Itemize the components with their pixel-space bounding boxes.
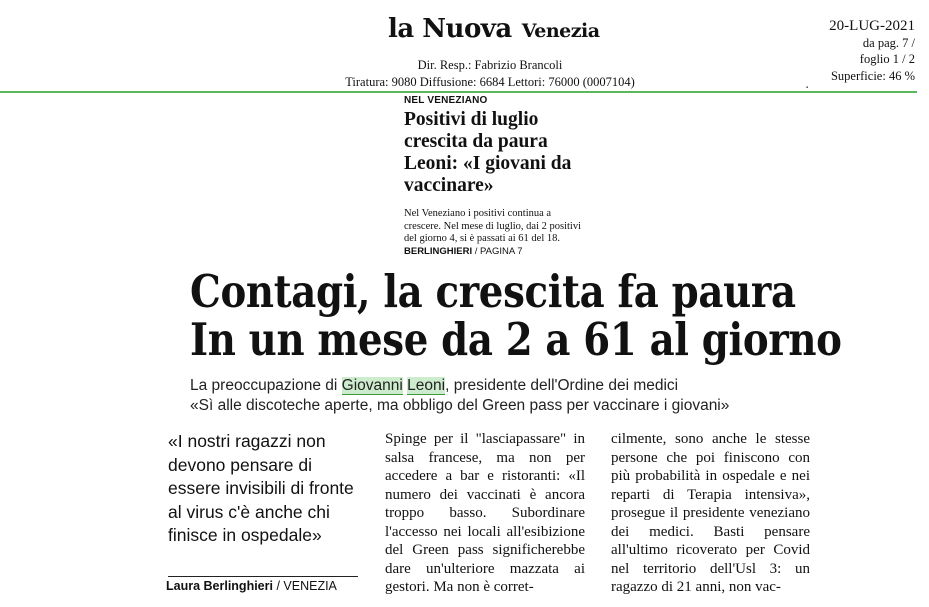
article-text-2: cilmente, sono anche le stesse persone che poi finiscono con più probabilità in ospedale e nei reparti di Terapia intensiva», prosegue il presidente veneziano dei medici. Basti pensare all'ultimo ricoverato per Covid nel territorio dell'Usl 3: un ragazzo di 21 anni, non vac- — [611, 431, 810, 595]
teaser-title: Positivi di luglio crescita da paura Leoni: «I giovani da vaccinare» — [404, 109, 572, 196]
teaser-page: / PAGINA 7 — [474, 245, 523, 257]
teaser-box — [404, 95, 586, 258]
highlight-first-name: Giovanni — [341, 377, 403, 394]
masthead-city: Venezia — [521, 20, 600, 42]
header-meta — [829, 18, 915, 84]
author-name: Laura Berlinghieri — [166, 579, 273, 593]
article-column-2 — [611, 430, 810, 597]
subhead-line-1 — [190, 376, 729, 396]
teaser-kicker: NEL VENEZIANO — [404, 95, 488, 106]
surface-percentage: Superficie: 46 % — [830, 68, 915, 83]
subhead-prefix: La preoccupazione di — [190, 377, 342, 394]
masthead — [388, 14, 600, 44]
director-line: Dir. Resp.: Fabrizio Brancoli — [417, 58, 563, 72]
quote-divider — [168, 576, 358, 577]
pull-quote: «I nostri ragazzi non devono pensare di essere invisibili di fronte al virus c'è anche chi finisce in ospedale» — [168, 431, 354, 545]
teaser-text: Nel Veneziano i positivi continua a crescere. Nel mese di luglio, dai 2 positivi del giorno 4, si è passati ai 61 del 18. — [404, 208, 581, 244]
headline-line-2: In un mese da 2 a 61 al giorno — [190, 313, 842, 366]
tiny-mark: ▪ — [806, 85, 809, 91]
masthead-title: la Nuova — [388, 14, 512, 44]
highlight-last-name: Leoni — [407, 377, 446, 394]
article-text-1: Spinge per il "lasciapassare" in salsa francese, ma non per accedere a bar e ristoranti: «Il numero dei vaccinati è ancora troppo basso. Subordinare l'accesso nei locali all'esibizione del Green pass significherebbe dare un'ulteriore mazzata ai gestori. Ma non è corret- — [385, 431, 585, 595]
subhead-suffix: , presidente dell'Ordine dei medici — [445, 377, 679, 394]
subhead-line-2: «Sì alle discoteche aperte, ma obbligo del Green pass per vaccinare i giovani» — [190, 397, 730, 414]
publication-date: 20-LUG-2021 — [829, 18, 915, 34]
header-info — [330, 57, 650, 90]
sheet-reference: foglio 1 / 2 — [859, 52, 915, 66]
author-location: / VENEZIA — [276, 579, 337, 593]
subheadline — [190, 376, 729, 416]
page-reference: da pag. 7 / — [862, 35, 915, 50]
headline-line-1: Contagi, la crescita fa paura — [190, 265, 796, 318]
main-headline — [190, 265, 842, 366]
teaser-body — [404, 208, 586, 258]
quote-author — [166, 579, 337, 593]
article-column-1 — [385, 430, 585, 597]
header-rule — [0, 91, 917, 93]
circulation-line: Tiratura: 9080 Diffusione: 6684 Lettori: 76000 (0007104) — [345, 74, 635, 89]
teaser-byline: BERLINGHIERI — [404, 245, 473, 257]
